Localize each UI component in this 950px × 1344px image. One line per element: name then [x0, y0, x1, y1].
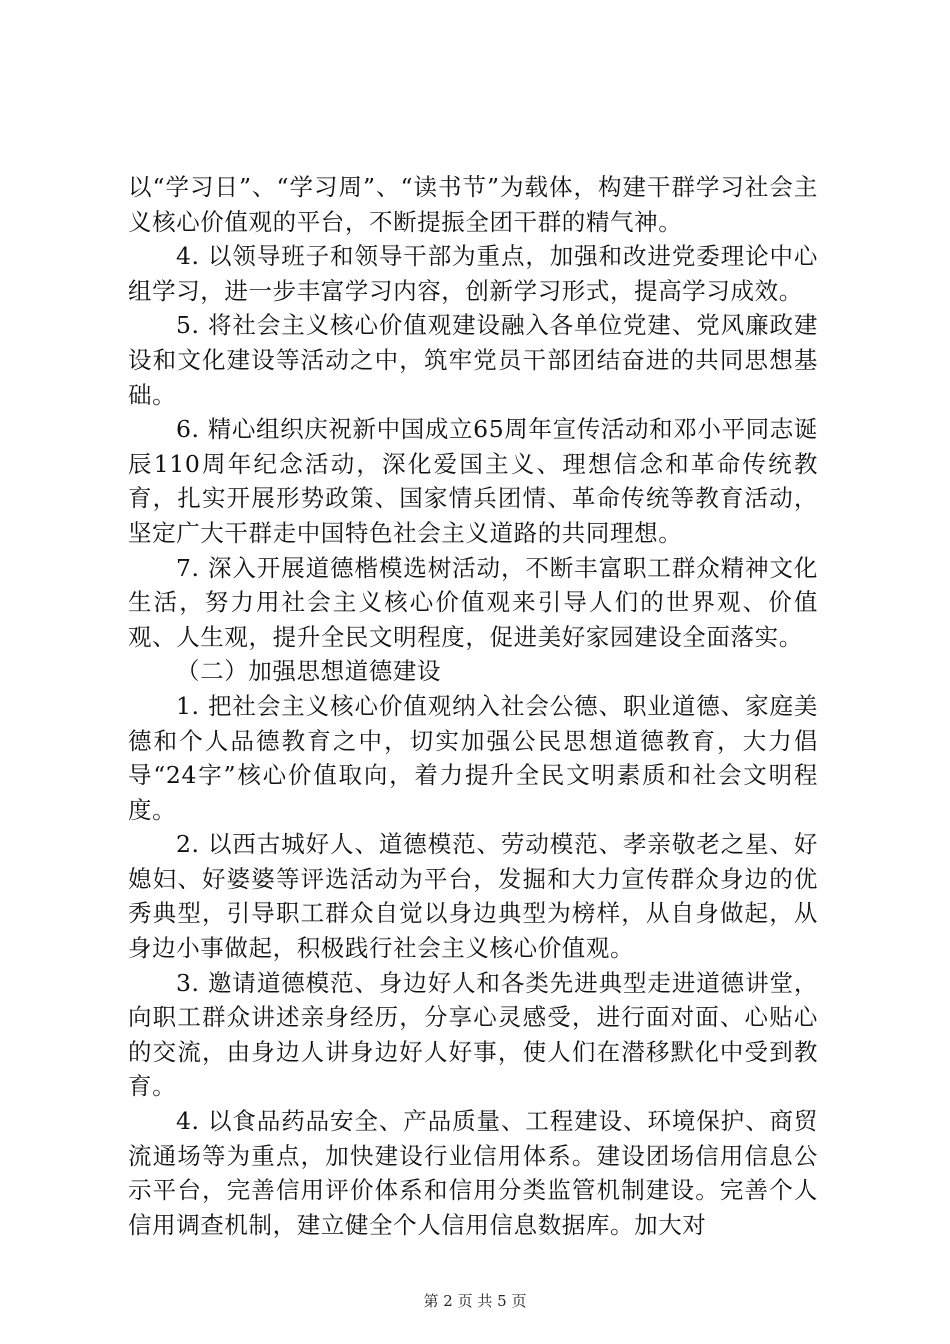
paragraph-continuation: 以“学习日”、“学习周”、“读书节”为载体，构建干群学习社会主义核心价值观的平台，不断提振全团干群的精气神。	[128, 173, 818, 236]
paragraph-item-6: 6. 精心组织庆祝新中国成立65周年宣传活动和邓小平同志诞辰110周年纪念活动，深化爱国主义、理想信念和革命传统教育，扎实开展形势政策、国家情兵团情、革命传统等教育活动，坚定广大干群走中国特色社会主义道路的共同理想。	[128, 415, 818, 547]
paragraph-item-2: 2. 以西古城好人、道德模范、劳动模范、孝亲敬老之星、好媳妇、好婆婆等评选活动为平台，发掘和大力宣传群众身边的优秀典型，引导职工群众自觉以身边典型为榜样，从自身做起，从身边小事做起，积极践行社会主义核心价值观。	[128, 830, 818, 963]
paragraph-item-5: 5. 将社会主义核心价值观建设融入各单位党建、党风廉政建设和文化建设等活动之中，筑牢党员干部团结奋进的共同思想基础。	[128, 311, 818, 409]
paragraph-item-3: 3. 邀请道德模范、身边好人和各类先进典型走进道德讲堂，向职工群众讲述亲身经历，分享心灵感受，进行面对面、心贴心的交流，由身边人讲身边好人好事，使人们在潜移默化中受到教育。	[128, 968, 818, 1101]
paragraph-item-1: 1. 把社会主义核心价值观纳入社会公德、职业道德、家庭美德和个人品德教育之中，切实加强公民思想道德教育，大力倡导“24字”核心价值取向，着力提升全民文明素质和社会文明程度。	[128, 691, 818, 824]
page-number-footer: 第 2 页 共 5 页	[423, 1292, 527, 1310]
document-body	[128, 170, 818, 1242]
paragraph-item-4: 4. 以领导班子和领导干部为重点，加强和改进党委理论中心组学习，进一步丰富学习内容，创新学习形式，提高学习成效。	[128, 242, 818, 305]
paragraph-item-4b: 4. 以食品药品安全、产品质量、工程建设、环境保护、商贸流通场等为重点，加快建设行业信用体系。建设团场信用信息公示平台，完善信用评价体系和信用分类监管机制建设。完善个人信用调查机制，建立健全个人信用信息数据库。加大对	[128, 1107, 818, 1239]
section-heading: （二）加强思想道德建设	[176, 657, 442, 686]
paragraph-item-7: 7. 深入开展道德楷模选树活动，不断丰富职工群众精神文化生活，努力用社会主义核心价值观来引导人们的世界观、价值观、人生观，提升全民文明程度，促进美好家园建设全面落实。	[128, 553, 818, 651]
